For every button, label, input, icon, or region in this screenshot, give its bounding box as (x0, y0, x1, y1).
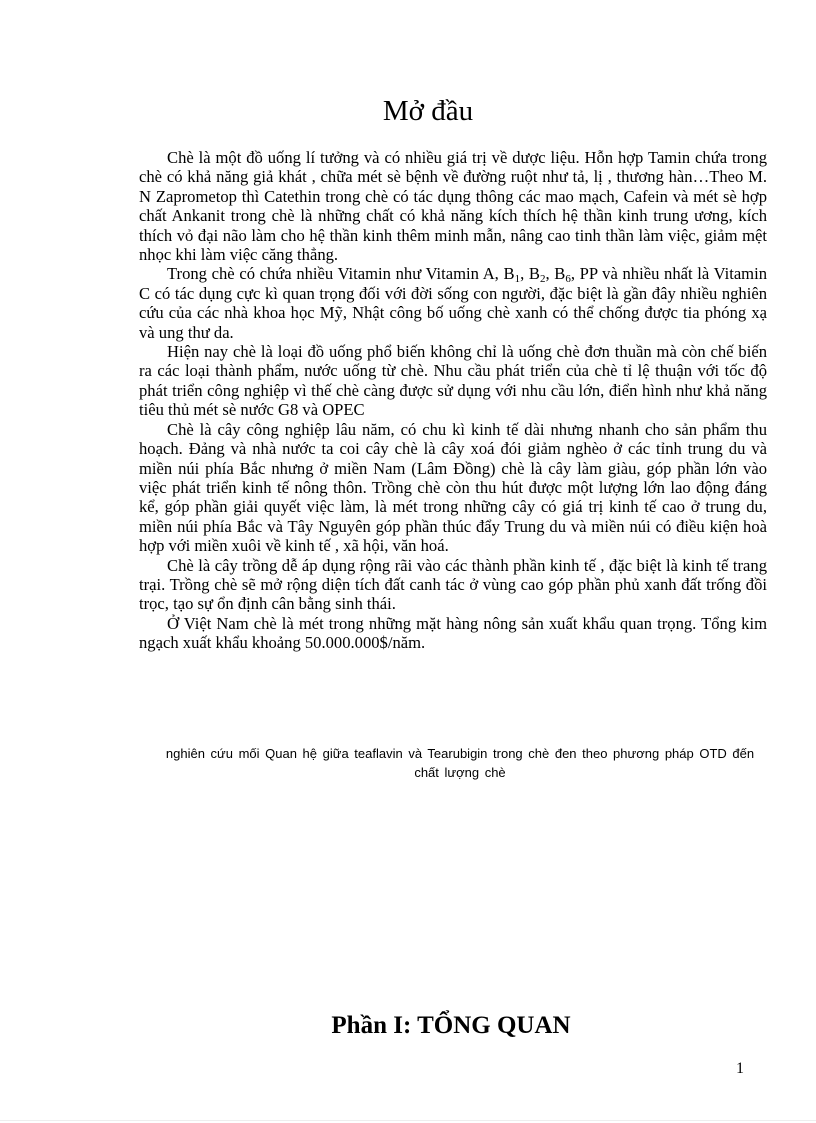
vitamin-b2-subscript: 2 (539, 273, 546, 286)
vitamin-text-prefix: Trong chè có chứa nhiều Vitamin như Vitamin A, B (167, 264, 515, 284)
page-bottom-divider (0, 1120, 816, 1121)
vitamin-text-suffix: , PP và nhiều nhất là Vitamin C có tác dụng cực kì quan trọng đối với đời sống con người, đặc biệt là gần đây nhiều nghiên cứu của các nhà khoa học Mỹ, Nhật công bố uống chè xanh có thể chống được tia phóng xạ và ung thư da. (139, 264, 767, 342)
section-heading: Phần I: TỔNG QUAN (331, 1012, 571, 1039)
paragraph-consumption: Hiện nay chè là loại đồ uống phổ biến không chỉ là uống chè đơn thuần mà còn chế biến ra các loại thành phẩm, nước uống từ chè. Nhu cầu phát triển của chè tỉ lệ thuận với tốc độ phát triển công nghiệp vì thế chè càng được sử dụng với nhu cầu lớn, điển hình như khả năng tiêu thủ mét sè nước G8 và OPEC (139, 342, 767, 420)
vitamin-separator: , B (545, 264, 566, 284)
page-title: Mở đầu (382, 95, 474, 127)
paragraph-tea-benefits: Chè là một đồ uống lí tưởng và có nhiều giá trị về dược liệu. Hỗn hợp Tamin chứa trong chè có khả năng giả khát , chữa mét sè bệnh về đường ruột như tả, lị , thương hàn…Theo M. N Zaprometop thì Catethin trong chè có tác dụng thông các mao mạch, Cafein và mét sè hợp chất Ankanit trong chè là những chất có khả năng kích thích hệ thần kinh trung ương, kích thích vỏ đại não làm cho hệ thần kinh thêm minh mẫn, nâng cao tinh thần làm việc, giảm mệt nhọc khi làm việc căng thẳng. (139, 148, 767, 265)
vitamin-separator: , B (520, 264, 540, 284)
vitamin-b1-subscript: 1 (514, 273, 521, 286)
body-text (139, 148, 767, 653)
paragraph-vitamins (139, 264, 767, 342)
paragraph-economy: Chè là cây công nghiệp lâu năm, có chu kì kinh tế dài nhưng nhanh cho sản phẩm thu hoạch. Đảng và nhà nước ta coi cây chè là cây xoá đói giảm nghèo ở các tỉnh trung du và miền núi phía Bắc nhưng ở miền Nam (Lâm Đồng) chè là cây làm giàu, góp phần lớn vào việc phát triển kinh tế nông thôn. Trồng chè còn thu hút được một lượng lớn lao động đáng kể, góp phần giải quyết việc làm, là mét trong những cây có giá trị kinh tế cao ở trung du, miền núi phía Bắc và Tây Nguyên góp phần thúc đẩy Trung du và miền núi có điều kiện hoà hợp với miền xuôi về kinh tế , xã hội, văn hoá. (139, 419, 767, 556)
paragraph-export: Ở Việt Nam chè là mét trong những mặt hàng nông sản xuất khẩu quan trọng. Tổng kim ngạch xuất khẩu khoảng 50.000.000$/năm. (139, 613, 767, 653)
vitamin-b6-subscript: 6 (565, 273, 571, 286)
page-number: 1 (736, 1060, 744, 1077)
paragraph-farming: Chè là cây trồng dễ áp dụng rộng rãi vào các thành phần kinh tế , đặc biệt là kinh tế trang trại. Trồng chè sẽ mở rộng diện tích đất canh tác ở vùng cao góp phần phủ xanh đất trống đồi trọc, tạo sự ổn định cân bằng sinh thái. (139, 555, 767, 614)
research-topic-note: nghiên cứu mối Quan hệ giữa teaflavin và Tearubigin trong chè đen theo phương pháp OTD đến chất lượng chè (165, 746, 755, 780)
